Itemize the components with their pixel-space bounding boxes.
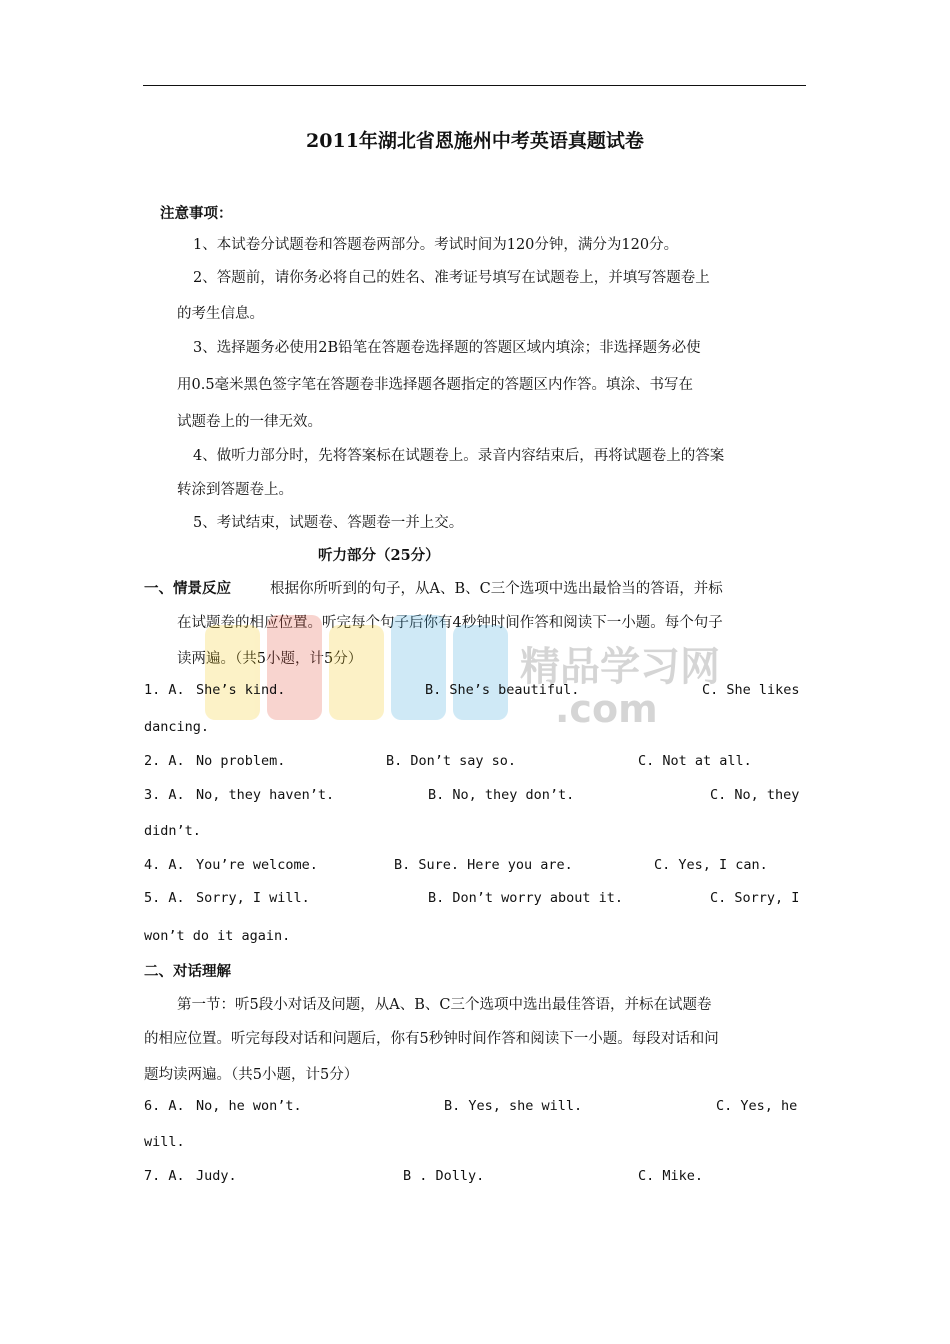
- notice-item-4b: 转涂到答题卷上。: [177, 482, 293, 498]
- notice-item-3a: 3、选择题务必使用2B铅笔在答题卷选择题的答题区域内填涂；非选择题务必使: [193, 340, 701, 356]
- q6-option-c-cont: will.: [144, 1134, 185, 1150]
- q2-option-b: B. Don’t say so.: [386, 753, 517, 769]
- q1-number: 1. A.: [144, 682, 185, 698]
- q1-option-c-cont: dancing.: [144, 719, 210, 735]
- q6-number: 6. A.: [144, 1098, 185, 1114]
- q2-number: 2. A.: [144, 753, 185, 769]
- notice-item-3c: 试题卷上的一律无效。: [177, 414, 322, 430]
- q1-option-a: She’s kind.: [196, 682, 286, 698]
- q4-number: 4. A.: [144, 857, 185, 873]
- q7-option-a: Judy.: [196, 1168, 237, 1184]
- part2-instructions-1: 第一节：听5段小对话及问题，从A、B、C三个选项中选出最佳答语，并标在试题卷: [177, 997, 712, 1013]
- watermark-domain: .com: [555, 687, 658, 731]
- notice-item-5: 5、考试结束，试题卷、答题卷一并上交。: [193, 515, 464, 531]
- q3-option-c-cont: didn’t.: [144, 823, 201, 839]
- q4-option-a: You’re welcome.: [196, 857, 318, 873]
- q5-option-c: C. Sorry, I: [710, 890, 800, 906]
- part1-title: 一、情景反应: [144, 580, 231, 597]
- notice-item-2a: 2、答题前，请你务必将自己的姓名、准考证号填写在试题卷上，并填写答题卷上: [193, 270, 710, 286]
- part2-instructions-3: 题均读两遍。（共5小题，计5分）: [144, 1067, 359, 1083]
- notice-item-1: 1、本试卷分试题卷和答题卷两部分。考试时间为120分钟，满分为120分。: [193, 237, 679, 253]
- q4-option-b: B. Sure. Here you are.: [394, 857, 573, 873]
- q7-option-b: B . Dolly.: [403, 1168, 485, 1184]
- q5-option-c-cont: won’t do it again.: [144, 928, 291, 944]
- part1-instructions-3: 读两遍。（共5小题，计5分）: [177, 651, 363, 667]
- part1-instructions-2: 在试题卷的相应位置。听完每个句子后你有4秒钟时间作答和阅读下一小题。每个句子: [177, 615, 723, 631]
- watermark-brand: 精品学习网: [520, 644, 720, 690]
- part1-instructions-1: 根据你所听到的句子，从A、B、C三个选项中选出最恰当的答语，并标: [270, 581, 723, 597]
- q1-option-c: C. She likes: [702, 682, 800, 698]
- q5-option-b: B. Don’t worry about it.: [428, 890, 624, 906]
- listening-heading: 听力部分（25分）: [318, 547, 440, 564]
- q7-option-c: C. Mike.: [638, 1168, 704, 1184]
- q5-number: 5. A.: [144, 890, 185, 906]
- part2-instructions-2: 的相应位置。听完每段对话和问题后，你有5秒钟时间作答和阅读下一小题。每段对话和问: [144, 1031, 719, 1047]
- q3-option-a: No, they haven’t.: [196, 787, 335, 803]
- header-rule: [143, 85, 806, 86]
- q5-option-a: Sorry, I will.: [196, 890, 310, 906]
- q3-option-c: C. No, they: [710, 787, 800, 803]
- q1-option-b: B. She’s beautiful.: [425, 682, 580, 698]
- part2-title: 二、对话理解: [144, 963, 231, 980]
- q2-option-c: C. Not at all.: [638, 753, 752, 769]
- q7-number: 7. A.: [144, 1168, 185, 1184]
- notice-item-4a: 4、做听力部分时，先将答案标在试题卷上。录音内容结束后，再将试题卷上的答案: [193, 448, 725, 464]
- q3-number: 3. A.: [144, 787, 185, 803]
- q3-option-b: B. No, they don’t.: [428, 787, 575, 803]
- notice-heading: 注意事项：: [160, 205, 233, 222]
- q6-option-b: B. Yes, she will.: [444, 1098, 583, 1114]
- q2-option-a: No problem.: [196, 753, 286, 769]
- q6-option-a: No, he won’t.: [196, 1098, 302, 1114]
- notice-item-3b: 用0.5毫米黑色签字笔在答题卷非选择题各题指定的答题区内作答。填涂、书写在: [177, 377, 694, 393]
- notice-item-2b: 的考生信息。: [177, 306, 264, 322]
- page-title: 2011年湖北省恩施州中考英语真题试卷: [306, 130, 644, 152]
- q4-option-c: C. Yes, I can.: [654, 857, 768, 873]
- q6-option-c: C. Yes, he: [716, 1098, 798, 1114]
